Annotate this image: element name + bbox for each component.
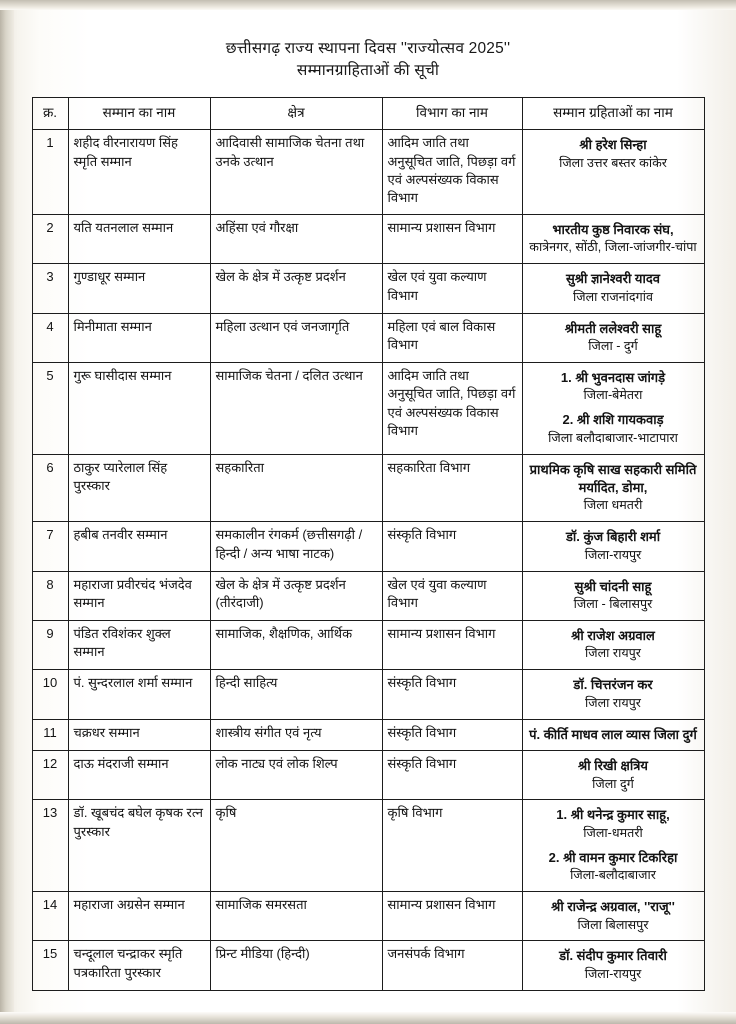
recipient-name: भारतीय कुष्ठ निवारक संघ, <box>552 221 674 237</box>
recipient-place: जिला राजनांदगांव <box>573 289 653 304</box>
recipient-place: जिला - बिलासपुर <box>573 597 653 612</box>
recipient-name: डॉ. कुंज बिहारी शर्मा <box>565 529 661 545</box>
recipient-entry <box>528 320 699 356</box>
cell-sno: 6 <box>32 454 68 522</box>
recipient-entry <box>528 726 699 744</box>
cell-department: सामान्य प्रशासन विभाग <box>382 892 522 941</box>
cell-department: आदिम जाति तथा अनुसूचित जाति, पिछड़ा वर्ग एवं अल्पसंख्यक विकास विभाग <box>382 362 522 454</box>
document-title-line1: छत्तीसगढ़ राज्य स्थापना दिवस ''राज्योत्सव 2025'' <box>225 40 511 57</box>
column-header-department: विभाग का नाम <box>382 97 522 129</box>
cell-award-name: महाराजा प्रवीरचंद भंजदेव सम्मान <box>68 571 210 620</box>
recipient-name: श्री राजेश अग्रवाल <box>571 627 655 643</box>
table-row <box>32 362 704 454</box>
recipient-place: जिला - दुर्ग <box>588 339 638 354</box>
table-row <box>32 941 704 990</box>
recipient-place: जिला-रायपुर <box>584 966 642 981</box>
cell-recipient <box>522 800 704 892</box>
recipient-place: कात्रेनगर, सोंठी, जिला-जांजगीर-चांपा <box>529 240 697 255</box>
table-row <box>32 670 704 719</box>
column-header-award-name: सम्मान का नाम <box>68 97 210 129</box>
cell-field: सामाजिक समरसता <box>210 892 382 941</box>
recipient-entry <box>528 221 699 257</box>
cell-department: आदिम जाति तथा अनुसूचित जाति, पिछड़ा वर्ग एवं अल्पसंख्यक विकास विभाग <box>382 130 522 215</box>
cell-field: खेल के क्षेत्र में उत्कृष्ट प्रदर्शन (तीरंदाजी) <box>210 571 382 620</box>
cell-sno: 7 <box>32 522 68 571</box>
cell-recipient <box>522 719 704 750</box>
cell-sno: 9 <box>32 620 68 669</box>
recipient-entry <box>528 627 699 663</box>
recipient-name: डॉ. संदीप कुमार तिवारी <box>559 948 667 964</box>
recipient-place: जिला बलौदाबाजार-भाटापारा <box>548 430 678 445</box>
table-row <box>32 264 704 313</box>
table-row <box>32 719 704 750</box>
cell-department: संस्कृति विभाग <box>382 719 522 750</box>
recipient-entry <box>528 528 699 564</box>
cell-award-name: हबीब तनवीर सम्मान <box>68 522 210 571</box>
cell-recipient <box>522 130 704 215</box>
table-row <box>32 571 704 620</box>
cell-field: समकालीन रंगकर्म (छत्तीसगढ़ी / हिन्दी / अन्य भाषा नाटक) <box>210 522 382 571</box>
cell-award-name: गुण्डाधूर सम्मान <box>68 264 210 313</box>
cell-award-name: महाराजा अग्रसेन सम्मान <box>68 892 210 941</box>
document-header <box>0 0 736 83</box>
table-row <box>32 800 704 892</box>
cell-field: खेल के क्षेत्र में उत्कृष्ट प्रदर्शन <box>210 264 382 313</box>
table-header-row <box>32 97 704 129</box>
cell-department: खेल एवं युवा कल्याण विभाग <box>382 571 522 620</box>
recipient-place: जिला दुर्ग <box>592 776 634 791</box>
cell-recipient <box>522 571 704 620</box>
cell-department: संस्कृति विभाग <box>382 670 522 719</box>
cell-award-name: मिनीमाता सम्मान <box>68 313 210 362</box>
cell-recipient <box>522 751 704 800</box>
recipient-place: जिला-धमतरी <box>583 825 643 840</box>
cell-recipient <box>522 454 704 522</box>
cell-award-name: गुरू घासीदास सम्मान <box>68 362 210 454</box>
cell-sno: 2 <box>32 214 68 263</box>
cell-department: संस्कृति विभाग <box>382 522 522 571</box>
recipient-name: 2. श्री वामन कुमार टिकरिहा <box>548 849 678 865</box>
cell-field: लोक नाट्य एवं लोक शिल्प <box>210 751 382 800</box>
recipient-entry <box>528 461 699 516</box>
cell-field: कृषि <box>210 800 382 892</box>
recipient-place: जिला धमतरी <box>583 498 643 513</box>
table-row <box>32 892 704 941</box>
cell-department: खेल एवं युवा कल्याण विभाग <box>382 264 522 313</box>
cell-sno: 8 <box>32 571 68 620</box>
recipient-name: प्राथमिक कृषि साख सहकारी समिति मर्यादित, डोमा, <box>529 461 697 495</box>
recipient-name: सुश्री चांदनी साहू <box>574 578 652 594</box>
recipient-name: 1. श्री भुवनदास जांगड़े <box>560 369 666 385</box>
cell-department: सामान्य प्रशासन विभाग <box>382 214 522 263</box>
table-row <box>32 313 704 362</box>
table-body <box>32 130 704 991</box>
recipient-name: सुश्री ज्ञानेश्वरी यादव <box>566 271 660 287</box>
recipient-entry <box>528 947 699 983</box>
cell-recipient <box>522 522 704 571</box>
recipient-entry <box>528 806 699 842</box>
cell-sno: 15 <box>32 941 68 990</box>
cell-recipient <box>522 670 704 719</box>
cell-sno: 4 <box>32 313 68 362</box>
cell-sno: 12 <box>32 751 68 800</box>
cell-field: प्रिन्ट मीडिया (हिन्दी) <box>210 941 382 990</box>
recipient-name: पं. कीर्ति माधव लाल व्यास जिला दुर्ग <box>529 726 697 742</box>
recipient-place: जिला रायपुर <box>585 695 641 710</box>
recipient-entry <box>528 578 699 614</box>
recipient-name: श्री राजेन्द्र अग्रवाल, ''राजू'' <box>551 899 675 915</box>
cell-recipient <box>522 313 704 362</box>
cell-recipient <box>522 620 704 669</box>
cell-award-name: डॉ. खूबचंद बघेल कृषक रत्न पुरस्कार <box>68 800 210 892</box>
cell-department: सहकारिता विभाग <box>382 454 522 522</box>
recipient-entry <box>528 676 699 712</box>
document-subtitle: सम्मानग्राहिताओं की सूची <box>296 62 440 80</box>
cell-field: हिन्दी साहित्य <box>210 670 382 719</box>
recipient-entry <box>528 136 699 172</box>
cell-award-name: चक्रधर सम्मान <box>68 719 210 750</box>
recipient-place: जिला रायपुर <box>585 646 641 661</box>
recipient-name: श्री रिखी क्षत्रिय <box>578 758 648 774</box>
cell-award-name: चन्दूलाल चन्द्राकर स्मृति पत्रकारिता पुरस्कार <box>68 941 210 990</box>
cell-sno: 5 <box>32 362 68 454</box>
cell-sno: 3 <box>32 264 68 313</box>
table-row <box>32 522 704 571</box>
recipient-entry <box>528 849 699 885</box>
recipient-entry <box>528 757 699 793</box>
cell-field: सामाजिक, शैक्षणिक, आर्थिक <box>210 620 382 669</box>
table-row <box>32 751 704 800</box>
recipient-place: जिला बिलासपुर <box>577 917 649 932</box>
cell-field: सामाजिक चेतना / दलित उत्थान <box>210 362 382 454</box>
recipient-name: 2. श्री शशि गायकवाड़ <box>562 412 664 428</box>
recipient-name: श्रीमती ललेश्वरी साहू <box>564 320 662 336</box>
recipient-name: 1. श्री थनेन्द्र कुमार साहू, <box>556 807 670 823</box>
cell-sno: 1 <box>32 130 68 215</box>
recipient-entry <box>528 369 699 405</box>
column-header-recipient: सम्मान ग्रहिताओं का नाम <box>522 97 704 129</box>
cell-sno: 11 <box>32 719 68 750</box>
table-row <box>32 130 704 215</box>
cell-sno: 10 <box>32 670 68 719</box>
cell-award-name: यति यतनलाल सम्मान <box>68 214 210 263</box>
awards-table <box>32 97 705 991</box>
cell-field: सहकारिता <box>210 454 382 522</box>
cell-recipient <box>522 362 704 454</box>
cell-department: संस्कृति विभाग <box>382 751 522 800</box>
column-header-field: क्षेत्र <box>210 97 382 129</box>
cell-department: सामान्य प्रशासन विभाग <box>382 620 522 669</box>
cell-award-name: ठाकुर प्यारेलाल सिंह पुरस्कार <box>68 454 210 522</box>
recipient-place: जिला-बेमेतरा <box>583 388 643 403</box>
cell-department: जनसंपर्क विभाग <box>382 941 522 990</box>
cell-field: अहिंसा एवं गौरक्षा <box>210 214 382 263</box>
cell-department: कृषि विभाग <box>382 800 522 892</box>
cell-field: शास्त्रीय संगीत एवं नृत्य <box>210 719 382 750</box>
cell-award-name: दाऊ मंदराजी सम्मान <box>68 751 210 800</box>
cell-field: आदिवासी सामाजिक चेतना तथा उनके उत्थान <box>210 130 382 215</box>
table-row <box>32 620 704 669</box>
recipient-entry <box>528 411 699 447</box>
cell-recipient <box>522 264 704 313</box>
recipient-name: श्री हरेश सिन्हा <box>579 137 647 153</box>
recipient-place: जिला-बलौदाबाजार <box>570 868 656 883</box>
cell-sno: 13 <box>32 800 68 892</box>
cell-recipient <box>522 941 704 990</box>
cell-award-name: शहीद वीरनारायण सिंह स्मृति सम्मान <box>68 130 210 215</box>
cell-recipient <box>522 892 704 941</box>
cell-award-name: पं. सुन्दरलाल शर्मा सम्मान <box>68 670 210 719</box>
cell-sno: 14 <box>32 892 68 941</box>
recipient-place: जिला-रायपुर <box>584 547 642 562</box>
cell-field: महिला उत्थान एवं जनजागृति <box>210 313 382 362</box>
cell-award-name: पंडित रविशंकर शुक्ल सम्मान <box>68 620 210 669</box>
recipient-place: जिला उत्तर बस्तर कांकेर <box>559 155 667 170</box>
cell-department: महिला एवं बाल विकास विभाग <box>382 313 522 362</box>
cell-recipient <box>522 214 704 263</box>
table-row <box>32 454 704 522</box>
recipient-entry <box>528 898 699 934</box>
column-header-sno: क्र. <box>32 97 68 129</box>
recipient-name: डॉ. चित्तरंजन कर <box>573 677 653 693</box>
table-row <box>32 214 704 263</box>
recipient-entry <box>528 270 699 306</box>
